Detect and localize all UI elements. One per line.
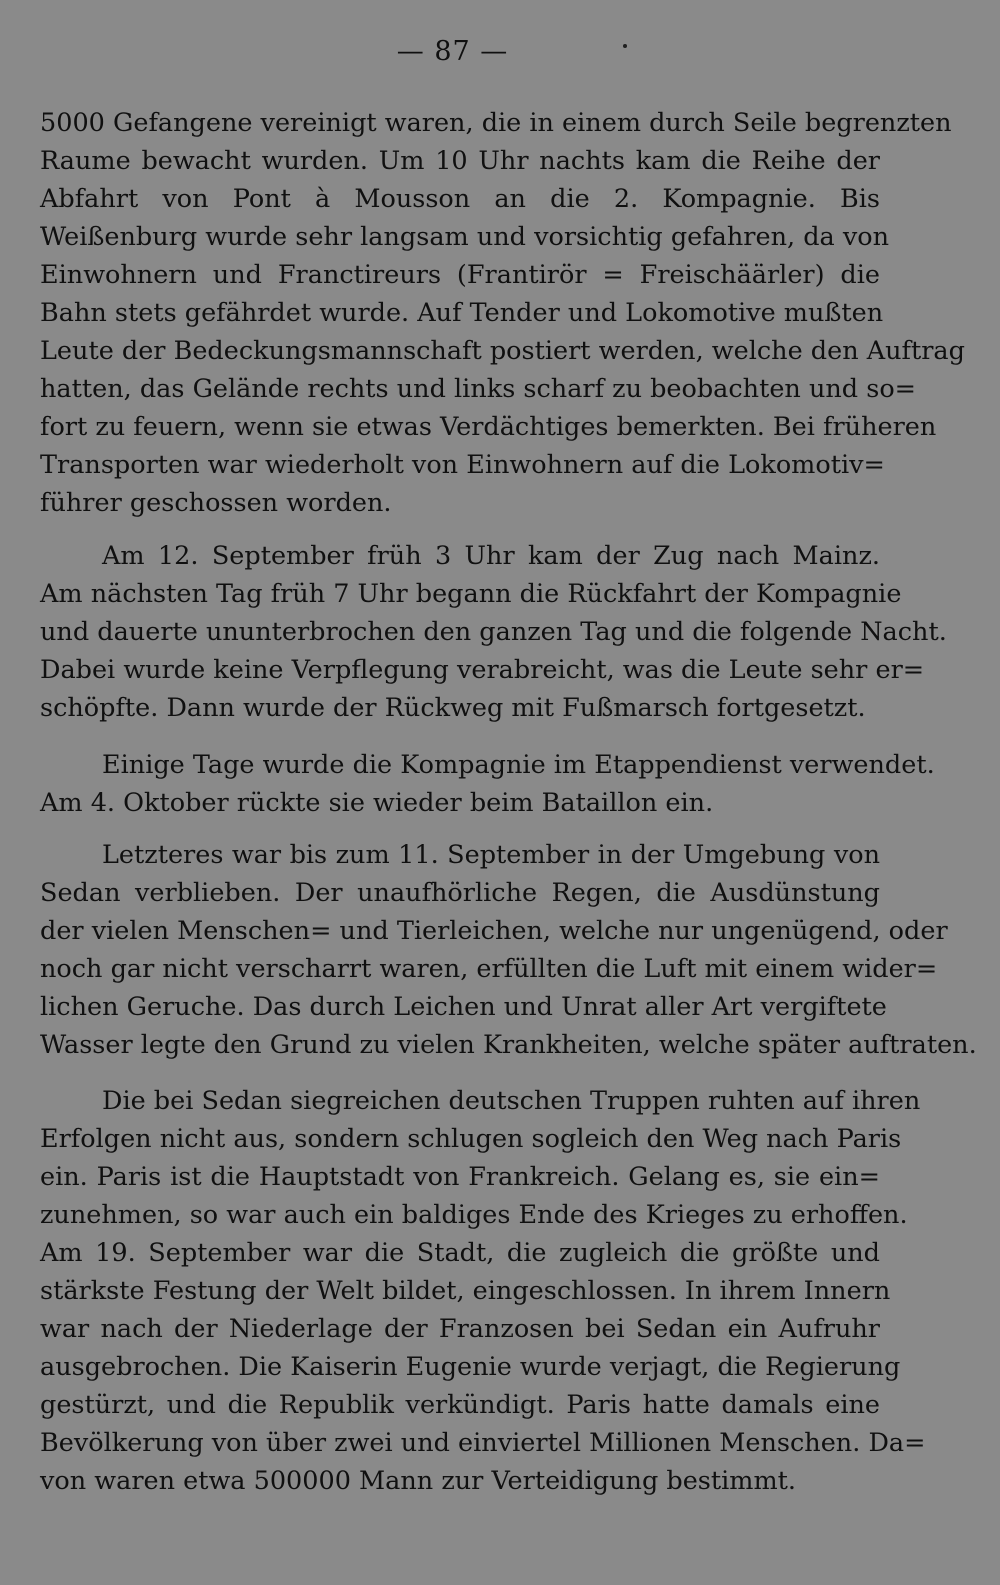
paragraph-5 xyxy=(40,1082,926,1500)
text-line: gestürzt, und die Republik verkündigt. Paris hatte damals eine xyxy=(40,1390,880,1420)
page-number: — 87 — xyxy=(396,36,509,67)
print-speck xyxy=(623,44,627,48)
text-line: Abfahrt von Pont à Mousson an die 2. Kompagnie. Bis xyxy=(40,184,880,214)
paragraph-3 xyxy=(40,746,935,822)
text-line: und dauerte ununterbrochen den ganzen Tag und die folgende Nacht. xyxy=(40,617,947,647)
text-line: Am nächsten Tag früh 7 Uhr begann die Rückfahrt der Kompagnie xyxy=(40,579,902,609)
text-line: Bahn stets gefährdet wurde. Auf Tender und Lokomotive mußten xyxy=(40,298,884,328)
text-line: Am 19. September war die Stadt, die zugleich die größte und xyxy=(40,1238,880,1268)
text-line: zunehmen, so war auch ein baldiges Ende des Krieges zu erhoffen. xyxy=(40,1200,908,1230)
text-line: noch gar nicht verscharrt waren, erfüllten die Luft mit einem wider= xyxy=(40,954,938,984)
text-line: Weißenburg wurde sehr langsam und vorsichtig gefahren, da von xyxy=(40,222,890,252)
text-line: Letzteres war bis zum 11. September in der Umgebung von xyxy=(102,840,880,870)
text-line: fort zu feuern, wenn sie etwas Verdächtiges bemerkten. Bei früheren xyxy=(40,412,937,442)
text-line: Bevölkerung von über zwei und einviertel Millionen Menschen. Da= xyxy=(40,1428,926,1458)
paragraph-2 xyxy=(40,537,947,727)
text-line: Dabei wurde keine Verpflegung verabreicht, was die Leute sehr er= xyxy=(40,655,925,685)
text-line: Einige Tage wurde die Kompagnie im Etappendienst verwendet. xyxy=(102,750,935,780)
text-line: ausgebrochen. Die Kaiserin Eugenie wurde verjagt, die Regierung xyxy=(40,1352,901,1382)
text-line: Einwohnern und Franctireurs (Frantirör = Freischäärler) die xyxy=(40,260,880,290)
text-line: Transporten war wiederholt von Einwohnern auf die Lokomotiv= xyxy=(40,450,885,480)
text-line: ein. Paris ist die Hauptstadt von Frankreich. Gelang es, sie ein= xyxy=(40,1162,880,1192)
text-line: Leute der Bedeckungsmannschaft postiert werden, welche den Auftrag xyxy=(40,336,965,366)
text-line: führer geschossen worden. xyxy=(40,488,392,518)
text-line: 5000 Gefangene vereinigt waren, die in einem durch Seile begrenzten xyxy=(40,108,952,138)
text-line: stärkste Festung der Welt bildet, eingeschlossen. In ihrem Innern xyxy=(40,1276,891,1306)
text-line: war nach der Niederlage der Franzosen bei Sedan ein Aufruhr xyxy=(40,1314,880,1344)
text-line: Am 12. September früh 3 Uhr kam der Zug nach Mainz. xyxy=(102,541,880,571)
text-line: Am 4. Oktober rückte sie wieder beim Bataillon ein. xyxy=(40,788,714,818)
text-line: der vielen Menschen= und Tierleichen, welche nur ungenügend, oder xyxy=(40,916,948,946)
text-line: Raume bewacht wurden. Um 10 Uhr nachts kam die Reihe der xyxy=(40,146,880,176)
text-line: lichen Geruche. Das durch Leichen und Unrat aller Art vergiftete xyxy=(40,992,887,1022)
text-line: Erfolgen nicht aus, sondern schlugen sogleich den Weg nach Paris xyxy=(40,1124,902,1154)
text-line: hatten, das Gelände rechts und links scharf zu beobachten und so= xyxy=(40,374,917,404)
text-line: Sedan verblieben. Der unaufhörliche Regen, die Ausdünstung xyxy=(40,878,880,908)
paragraph-1 xyxy=(40,104,965,522)
text-line: Wasser legte den Grund zu vielen Krankheiten, welche später auftraten. xyxy=(40,1030,977,1060)
text-line: Die bei Sedan siegreichen deutschen Truppen ruhten auf ihren xyxy=(102,1086,921,1116)
paragraph-4 xyxy=(40,836,977,1064)
text-line: von waren etwa 500000 Mann zur Verteidigung bestimmt. xyxy=(40,1466,797,1496)
text-line: schöpfte. Dann wurde der Rückweg mit Fußmarsch fortgesetzt. xyxy=(40,693,866,723)
